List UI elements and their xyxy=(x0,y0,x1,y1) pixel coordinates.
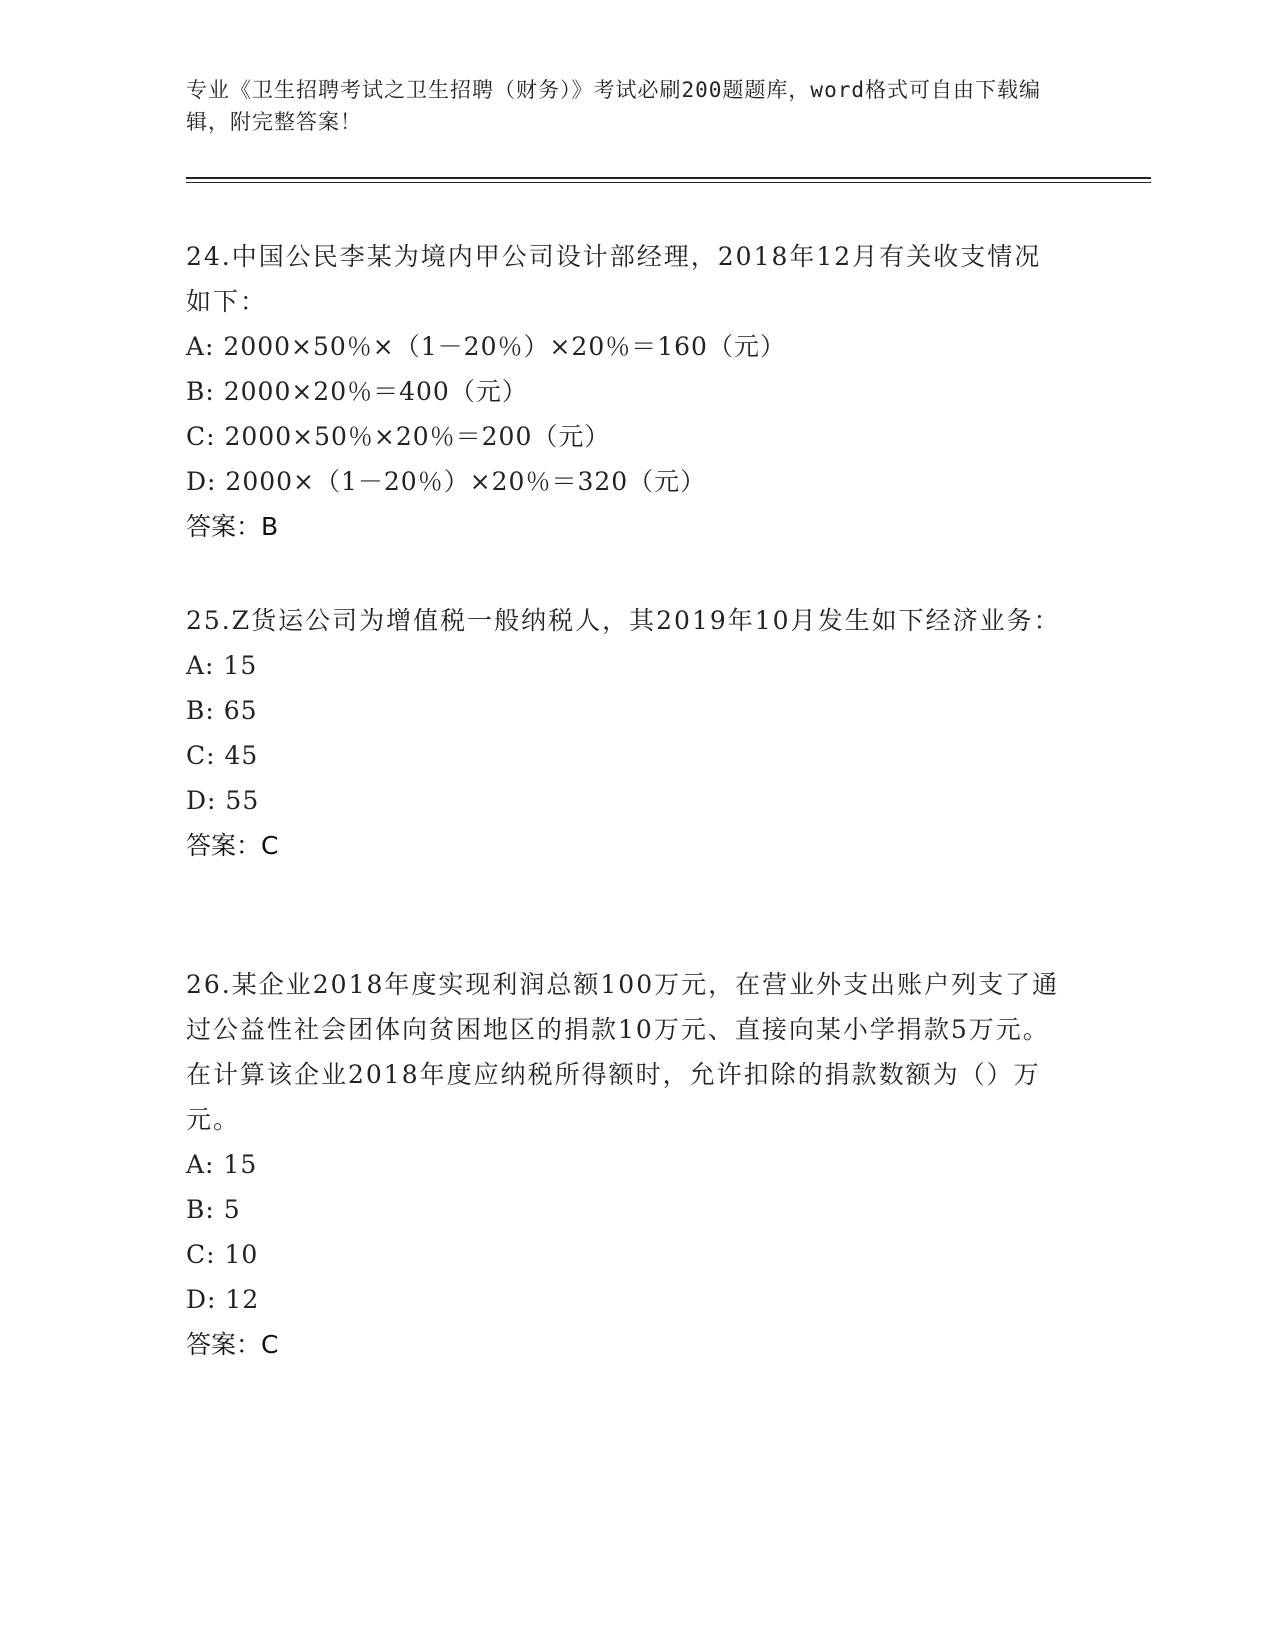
answer-line: 答案：C xyxy=(186,1330,279,1359)
question-stem: 25.Z货运公司为增值税一般纳税人，其2019年10月发生如下经济业务： xyxy=(186,606,1061,635)
option-d: D: 55 xyxy=(186,786,260,815)
answer-line: 答案：C xyxy=(186,831,279,860)
question-stem: 24.中国公民李某为境内甲公司设计部经理，2018年12月有关收支情况如下： xyxy=(186,242,1042,316)
header-divider-thin xyxy=(186,182,1151,183)
document-intro: 专业《卫生招聘考试之卫生招聘（财务）》考试必刷200题题库，word格式可自由下载编辑，附完整答案！ xyxy=(186,78,1041,134)
option-a: A: 15 xyxy=(186,1150,258,1179)
option-d: D: 12 xyxy=(186,1285,260,1314)
option-c: C: 2000×50％×20％＝200（元） xyxy=(186,422,611,451)
option-d: D: 2000×（1－20％）×20％＝320（元） xyxy=(186,467,707,496)
question-26 xyxy=(186,962,1066,1367)
answer-line: 答案：B xyxy=(186,512,279,541)
option-b: B: 65 xyxy=(186,696,258,725)
option-b: B: 5 xyxy=(186,1195,241,1224)
option-b: B: 2000×20％＝400（元） xyxy=(186,377,528,406)
option-a: A: 15 xyxy=(186,651,258,680)
option-c: C: 45 xyxy=(186,741,259,770)
question-stem: 26.某企业2018年度实现利润总额100万元，在营业外支出账户列支了通过公益性社会团体向贫困地区的捐款10万元、直接向某小学捐款5万元。在计算该企业2018年度应纳税所得额时，允许扣除的捐款数额为（）万元。 xyxy=(186,970,1060,1134)
option-c: C: 10 xyxy=(186,1240,259,1269)
header-divider xyxy=(186,177,1151,179)
question-24 xyxy=(186,234,1066,549)
question-25 xyxy=(186,598,1066,868)
option-a: A: 2000×50％×（1－20％）×20％＝160（元） xyxy=(186,332,786,361)
